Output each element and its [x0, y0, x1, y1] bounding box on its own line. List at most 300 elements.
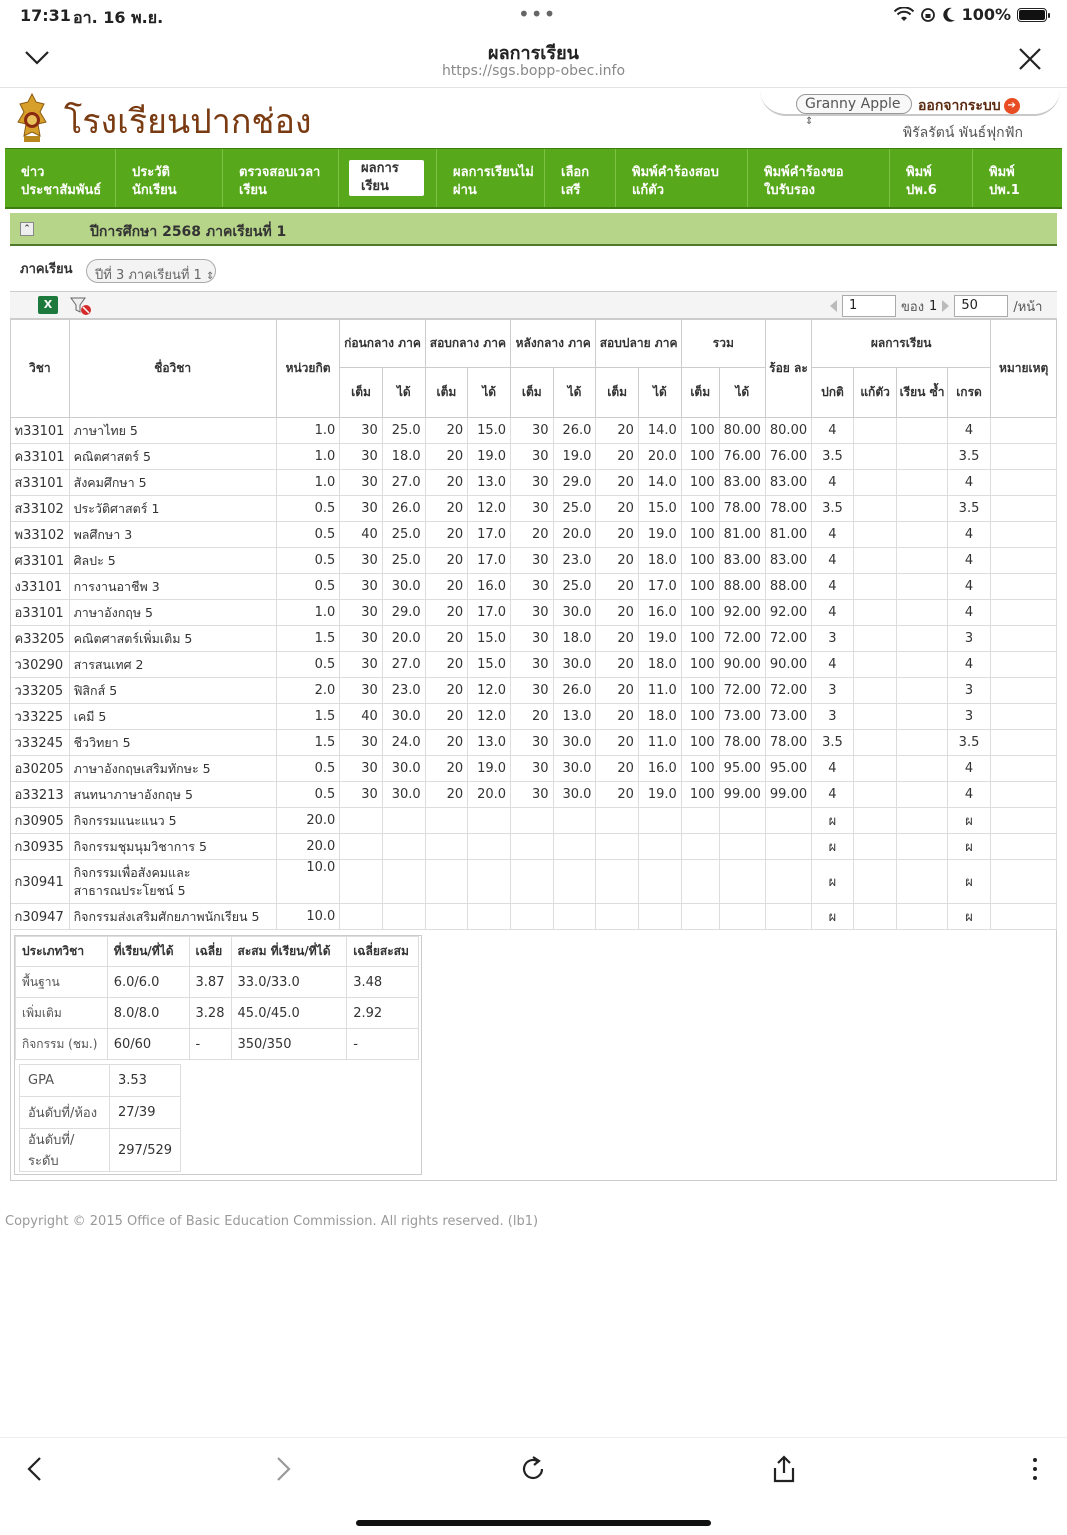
- col-pre-mid: ก่อนกลาง ภาค: [340, 320, 425, 368]
- table-cell: [853, 782, 897, 808]
- table-cell: 72.00: [765, 626, 811, 652]
- table-cell: 20: [596, 418, 639, 444]
- table-cell: 30: [340, 574, 383, 600]
- table-cell: 40: [340, 522, 383, 548]
- wifi-icon: [894, 7, 914, 23]
- table-cell: 20: [425, 418, 468, 444]
- table-cell: [897, 496, 947, 522]
- table-cell: [853, 704, 897, 730]
- table-cell: 0.5: [276, 756, 340, 782]
- col-got: ได้: [638, 368, 681, 418]
- table-cell: [340, 860, 383, 904]
- table-cell: [553, 834, 596, 860]
- menu-item-retest-form[interactable]: พิมพ์คำร้องสอบ แก้ตัว: [616, 149, 748, 207]
- table-cell: 12.0: [468, 704, 511, 730]
- table-cell: 16.0: [638, 600, 681, 626]
- gpa-value: 3.53: [110, 1065, 181, 1097]
- table-cell: กิจกรรมแนะแนว 5: [69, 808, 276, 834]
- table-cell: [991, 574, 1057, 600]
- table-cell: 100: [681, 678, 719, 704]
- table-cell: 4: [947, 470, 991, 496]
- table-cell: 76.00: [765, 444, 811, 470]
- lock-rotation-icon: [920, 7, 936, 23]
- table-cell: [897, 730, 947, 756]
- menu-item-certificate-form[interactable]: พิมพ์คำร้องขอ ใบรับรอง: [748, 149, 890, 207]
- table-cell: 3: [812, 704, 854, 730]
- table-cell: 4: [947, 418, 991, 444]
- table-cell: 40: [340, 704, 383, 730]
- table-cell: [853, 444, 897, 470]
- table-cell: 4: [947, 782, 991, 808]
- table-cell: 20: [425, 548, 468, 574]
- table-cell: 20: [511, 704, 554, 730]
- table-cell: 100: [681, 626, 719, 652]
- table-row: [11, 782, 1057, 808]
- table-cell: 3: [812, 678, 854, 704]
- table-cell: อ33101: [11, 600, 70, 626]
- more-icon[interactable]: [1020, 1454, 1050, 1484]
- table-cell: ชีววิทยา 5: [69, 730, 276, 756]
- table-cell: 1.0: [276, 418, 340, 444]
- table-cell: 20: [596, 548, 639, 574]
- table-cell: 27.0: [382, 470, 425, 496]
- table-cell: [511, 904, 554, 930]
- table-cell: 23.0: [553, 548, 596, 574]
- table-cell: 100: [681, 418, 719, 444]
- table-cell: [340, 904, 383, 930]
- table-cell: [897, 834, 947, 860]
- table-cell: 30: [511, 626, 554, 652]
- table-cell: 4: [812, 418, 854, 444]
- table-cell: 17.0: [638, 574, 681, 600]
- table-cell: 20: [425, 756, 468, 782]
- table-cell: 23.0: [382, 678, 425, 704]
- updown-chevron-icon: ⇕: [805, 116, 814, 127]
- table-cell: 17.0: [468, 522, 511, 548]
- table-cell: [853, 574, 897, 600]
- table-cell: พลศึกษา 3: [69, 522, 276, 548]
- table-cell: 26.0: [382, 496, 425, 522]
- col-got: ได้: [468, 368, 511, 418]
- table-cell: 20: [596, 496, 639, 522]
- table-cell: ค33101: [11, 444, 70, 470]
- page-size-input[interactable]: 50: [954, 295, 1008, 317]
- table-row: [11, 756, 1057, 782]
- table-cell: ประวัติศาสตร์ 1: [69, 496, 276, 522]
- col-credit: หน่วยกิต: [276, 320, 340, 418]
- col-normal: ปกติ: [812, 368, 854, 418]
- summary-header: เฉลี่ย: [189, 937, 231, 967]
- table-cell: [468, 834, 511, 860]
- table-cell: [853, 860, 897, 904]
- table-cell: ก30947: [11, 904, 70, 930]
- table-cell: เคมี 5: [69, 704, 276, 730]
- table-cell: 3.5: [947, 496, 991, 522]
- table-cell: [553, 904, 596, 930]
- table-cell: ว33225: [11, 704, 70, 730]
- table-cell: ศ33101: [11, 548, 70, 574]
- table-cell: 0.5: [276, 782, 340, 808]
- table-cell: [340, 834, 383, 860]
- table-cell: [511, 834, 554, 860]
- table-cell: [853, 730, 897, 756]
- table-cell: [853, 652, 897, 678]
- table-cell: [596, 860, 639, 904]
- table-cell: 13.0: [468, 730, 511, 756]
- table-cell: 83.00: [765, 548, 811, 574]
- menu-item-elective[interactable]: เลือก เสรี: [545, 149, 616, 207]
- table-cell: 92.00: [719, 600, 765, 626]
- filter-clear-icon[interactable]: [70, 296, 92, 316]
- grid-toolbar: [10, 291, 1057, 319]
- table-cell: [991, 548, 1057, 574]
- table-cell: 29.0: [382, 600, 425, 626]
- table-cell: 20: [596, 652, 639, 678]
- summary-table: [15, 936, 419, 1060]
- table-cell: 20: [425, 522, 468, 548]
- table-cell: ผ: [947, 808, 991, 834]
- table-cell: 18.0: [553, 626, 596, 652]
- table-cell: 3.5: [812, 444, 854, 470]
- term-label: ภาคเรียน: [20, 262, 73, 277]
- multitask-dots-icon[interactable]: •••: [518, 2, 557, 26]
- table-cell: 30: [511, 652, 554, 678]
- table-cell: 11.0: [638, 730, 681, 756]
- col-result: ผลการเรียน: [812, 320, 991, 368]
- table-cell: คณิตศาสตร์ 5: [69, 444, 276, 470]
- menu-item-news[interactable]: ข่าว ประชาสัมพันธ์: [5, 149, 116, 207]
- table-cell: 24.0: [382, 730, 425, 756]
- col-repeat: เรียน ซ้ำ: [897, 368, 947, 418]
- table-cell: [425, 860, 468, 904]
- prev-page-icon[interactable]: [830, 300, 837, 312]
- table-cell: 20.0: [276, 808, 340, 834]
- col-got: ได้: [553, 368, 596, 418]
- close-icon[interactable]: [1017, 46, 1043, 72]
- table-cell: 30.0: [553, 730, 596, 756]
- table-cell: 30: [340, 730, 383, 756]
- table-cell: 81.00: [765, 522, 811, 548]
- table-row: [11, 678, 1057, 704]
- status-time: 17:31: [20, 6, 71, 25]
- status-bar: [0, 0, 1067, 32]
- table-cell: 1.0: [276, 444, 340, 470]
- table-cell: [382, 860, 425, 904]
- table-cell: 20: [425, 470, 468, 496]
- table-cell: คณิตศาสตร์เพิ่มเติม 5: [69, 626, 276, 652]
- table-cell: [991, 678, 1057, 704]
- table-cell: [991, 444, 1057, 470]
- col-mid: สอบกลาง ภาค: [425, 320, 510, 368]
- table-cell: [991, 496, 1057, 522]
- table-cell: ก30935: [11, 834, 70, 860]
- table-cell: 18.0: [638, 704, 681, 730]
- table-cell: [897, 678, 947, 704]
- table-cell: 3: [812, 626, 854, 652]
- table-cell: 0.5: [276, 548, 340, 574]
- forward-icon[interactable]: [268, 1454, 298, 1484]
- term-header: [10, 213, 1057, 246]
- col-full: เต็ม: [340, 368, 383, 418]
- table-cell: 16.0: [468, 574, 511, 600]
- table-cell: [991, 860, 1057, 904]
- menu-item-profile[interactable]: ประวัติ นักเรียน: [116, 149, 223, 207]
- table-cell: [340, 808, 383, 834]
- page-url[interactable]: https://sgs.bopp-obec.info: [441, 63, 626, 79]
- table-cell: 15.0: [468, 418, 511, 444]
- table-row: [11, 470, 1057, 496]
- summary-header: ที่เรียน/ที่ได้: [107, 937, 189, 967]
- logout-button[interactable]: ออกจากระบบ ➔: [918, 95, 1020, 117]
- table-cell: [719, 808, 765, 834]
- table-cell: [897, 808, 947, 834]
- table-cell: 20: [596, 626, 639, 652]
- table-cell: 3.5: [947, 444, 991, 470]
- term-select[interactable]: ปีที่ 3 ภาคเรียนที่ 1 ⇕: [86, 259, 216, 283]
- table-cell: 90.00: [765, 652, 811, 678]
- table-cell: 10.0: [276, 860, 340, 904]
- table-cell: 90.00: [719, 652, 765, 678]
- table-cell: 80.00: [719, 418, 765, 444]
- table-cell: [511, 860, 554, 904]
- table-cell: [897, 860, 947, 904]
- table-cell: 78.00: [765, 496, 811, 522]
- table-cell: [991, 418, 1057, 444]
- table-cell: 78.00: [719, 730, 765, 756]
- col-post-mid: หลังกลาง ภาค: [511, 320, 596, 368]
- table-cell: [897, 444, 947, 470]
- school-name: โรงเรียนปากช่อง: [64, 102, 312, 142]
- menu-item-attendance[interactable]: ตรวจสอบเวลา เรียน: [223, 149, 339, 207]
- table-cell: 4: [947, 522, 991, 548]
- col-got: ได้: [719, 368, 765, 418]
- table-cell: [991, 626, 1057, 652]
- table-cell: 14.0: [638, 418, 681, 444]
- rank-level-value: 297/529: [110, 1129, 181, 1172]
- table-cell: [596, 904, 639, 930]
- table-cell: 25.0: [382, 418, 425, 444]
- table-cell: ภาษาไทย 5: [69, 418, 276, 444]
- menu-item-print-pp6[interactable]: พิมพ์ ปพ.6: [890, 149, 973, 207]
- excel-icon[interactable]: X: [38, 296, 58, 314]
- table-cell: ภาษาอังกฤษ 5: [69, 600, 276, 626]
- table-cell: [765, 904, 811, 930]
- table-row: [11, 626, 1057, 652]
- summary-header: เฉลี่ยสะสม: [347, 937, 419, 967]
- table-cell: [765, 834, 811, 860]
- summary-cell: 3.28: [189, 998, 231, 1029]
- share-icon[interactable]: [769, 1454, 799, 1484]
- table-cell: [991, 470, 1057, 496]
- summary-row: [16, 998, 419, 1029]
- summary-cell: -: [347, 1029, 419, 1060]
- col-remark: หมายเหตุ: [991, 320, 1057, 418]
- table-cell: 20: [596, 574, 639, 600]
- table-cell: 30: [511, 756, 554, 782]
- table-cell: [719, 904, 765, 930]
- table-cell: 95.00: [719, 756, 765, 782]
- table-cell: 30: [511, 470, 554, 496]
- table-cell: [991, 704, 1057, 730]
- table-cell: 30.0: [553, 782, 596, 808]
- table-cell: ส33101: [11, 470, 70, 496]
- table-cell: 1.5: [276, 704, 340, 730]
- col-percent: ร้อย ละ: [765, 320, 811, 418]
- table-cell: [897, 470, 947, 496]
- term-heading: ปีการศึกษา 2568 ภาคเรียนที่ 1: [90, 224, 287, 240]
- table-cell: 1.5: [276, 626, 340, 652]
- table-cell: กิจกรรมชุมนุมวิชาการ 5: [69, 834, 276, 860]
- table-cell: 30: [340, 782, 383, 808]
- table-cell: 2.0: [276, 678, 340, 704]
- next-page-icon[interactable]: [942, 300, 949, 312]
- table-cell: [553, 860, 596, 904]
- summary-cell: 33.0/33.0: [231, 967, 347, 998]
- table-cell: 30: [511, 496, 554, 522]
- copyright: Copyright © 2015 Office of Basic Education Commission. All rights reserved. (lb1): [5, 1214, 539, 1229]
- pager: 1 ของ 1 50 /หน้า: [830, 295, 1042, 317]
- battery-percent: 100%: [961, 5, 1011, 24]
- table-cell: อ30205: [11, 756, 70, 782]
- table-cell: 92.00: [765, 600, 811, 626]
- table-cell: 20: [425, 782, 468, 808]
- table-cell: ศิลปะ 5: [69, 548, 276, 574]
- summary-cell: เพิ่มเติม: [16, 998, 108, 1029]
- table-cell: [853, 418, 897, 444]
- menu-item-print-pp1[interactable]: พิมพ์ ปพ.1: [989, 165, 1020, 198]
- table-cell: [853, 548, 897, 574]
- table-cell: [719, 860, 765, 904]
- table-cell: [897, 418, 947, 444]
- table-cell: 30: [340, 444, 383, 470]
- table-cell: [991, 730, 1057, 756]
- user-select[interactable]: Granny Apple ⇕: [796, 94, 912, 114]
- table-row: [11, 522, 1057, 548]
- table-cell: 19.0: [638, 522, 681, 548]
- table-cell: [681, 834, 719, 860]
- table-cell: [719, 834, 765, 860]
- table-cell: 1.0: [276, 470, 340, 496]
- table-cell: 30: [511, 444, 554, 470]
- browser-header: [0, 32, 1067, 88]
- table-cell: ฟิสิกส์ 5: [69, 678, 276, 704]
- table-cell: 4: [812, 470, 854, 496]
- col-got: ได้: [382, 368, 425, 418]
- summary-cell: 60/60: [107, 1029, 189, 1060]
- table-cell: [897, 600, 947, 626]
- table-cell: 18.0: [382, 444, 425, 470]
- table-cell: [681, 808, 719, 834]
- table-cell: 30: [340, 678, 383, 704]
- table-cell: [991, 808, 1057, 834]
- collapse-icon[interactable]: ⌃: [20, 222, 34, 236]
- table-cell: [991, 834, 1057, 860]
- col-full: เต็ม: [596, 368, 639, 418]
- menu-item-grades[interactable]: ผลการ เรียน: [339, 149, 437, 207]
- table-cell: 3: [947, 626, 991, 652]
- table-cell: ผ: [812, 860, 854, 904]
- table-cell: 30: [340, 600, 383, 626]
- table-cell: [596, 834, 639, 860]
- table-cell: [382, 834, 425, 860]
- rank-room-value: 27/39: [110, 1097, 181, 1129]
- user-name: พิรัลรัตน์ พันธ์ฟุกฟัก: [902, 125, 1023, 141]
- table-cell: ก30905: [11, 808, 70, 834]
- menu-item-failed[interactable]: ผลการเรียนไม่ ผ่าน: [437, 149, 545, 207]
- table-cell: [853, 834, 897, 860]
- table-cell: 4: [947, 652, 991, 678]
- table-cell: [897, 652, 947, 678]
- table-cell: 81.00: [719, 522, 765, 548]
- main-menu: [5, 148, 1062, 209]
- table-cell: 20: [425, 678, 468, 704]
- table-cell: 100: [681, 444, 719, 470]
- table-cell: [853, 678, 897, 704]
- table-cell: 15.0: [638, 496, 681, 522]
- table-cell: [382, 904, 425, 930]
- table-cell: 100: [681, 470, 719, 496]
- table-cell: [991, 652, 1057, 678]
- summary-cell: 2.92: [347, 998, 419, 1029]
- table-cell: [897, 782, 947, 808]
- table-cell: 4: [812, 756, 854, 782]
- table-cell: 20: [596, 782, 639, 808]
- table-cell: [991, 782, 1057, 808]
- updown-chevron-icon: ⇕: [205, 271, 215, 282]
- table-cell: [638, 808, 681, 834]
- table-cell: กิจกรรมเพื่อสังคมและ สาธารณประโยชน์ 5: [69, 860, 276, 904]
- table-cell: 30: [340, 626, 383, 652]
- back-icon[interactable]: [20, 1454, 50, 1484]
- table-row: [11, 600, 1057, 626]
- table-cell: [853, 756, 897, 782]
- table-cell: 4: [947, 548, 991, 574]
- table-cell: [681, 904, 719, 930]
- table-cell: [468, 860, 511, 904]
- col-fix: แก้ตัว: [853, 368, 897, 418]
- battery-icon: [1017, 8, 1047, 22]
- table-cell: 20.0: [638, 444, 681, 470]
- table-cell: ผ: [812, 808, 854, 834]
- table-cell: 3.5: [812, 496, 854, 522]
- col-code: วิชา: [11, 320, 70, 418]
- table-cell: 17.0: [468, 600, 511, 626]
- table-cell: 18.0: [638, 652, 681, 678]
- table-cell: ค33205: [11, 626, 70, 652]
- grades-table: [10, 319, 1057, 930]
- table-cell: 30: [340, 496, 383, 522]
- table-row: [11, 904, 1057, 930]
- table-cell: 100: [681, 782, 719, 808]
- table-row: [11, 860, 1057, 904]
- table-cell: 15.0: [468, 626, 511, 652]
- table-row: [11, 652, 1057, 678]
- table-cell: 73.00: [765, 704, 811, 730]
- table-cell: [853, 470, 897, 496]
- table-cell: [596, 808, 639, 834]
- table-cell: สนทนาภาษาอังกฤษ 5: [69, 782, 276, 808]
- table-cell: [897, 574, 947, 600]
- home-indicator[interactable]: [356, 1520, 711, 1526]
- table-cell: 20: [425, 444, 468, 470]
- table-cell: 100: [681, 730, 719, 756]
- table-cell: 100: [681, 756, 719, 782]
- col-full: เต็ม: [425, 368, 468, 418]
- table-cell: 4: [812, 574, 854, 600]
- table-cell: 25.0: [382, 522, 425, 548]
- reload-icon[interactable]: [518, 1454, 548, 1484]
- page-input[interactable]: 1: [842, 295, 896, 317]
